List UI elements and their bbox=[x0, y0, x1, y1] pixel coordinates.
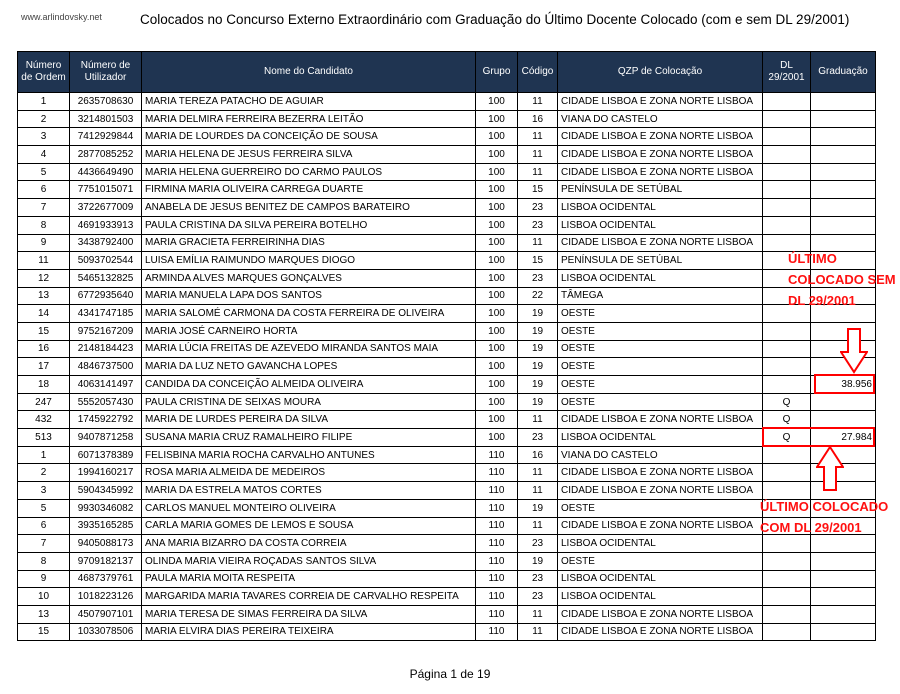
cell-codigo: 11 bbox=[518, 464, 558, 482]
cell-codigo: 23 bbox=[518, 199, 558, 217]
table-row bbox=[18, 199, 876, 217]
col-header-dl: DL 29/2001 bbox=[763, 52, 811, 93]
cell-nome: MARIA HELENA DE JESUS FERREIRA SILVA bbox=[142, 146, 476, 164]
cell-codigo: 11 bbox=[518, 93, 558, 111]
cell-ordem: 2 bbox=[18, 110, 70, 128]
table-row bbox=[18, 358, 876, 376]
cell-qzp: CIDADE LISBOA E ZONA NORTE LISBOA bbox=[558, 517, 763, 535]
cell-qzp: LISBOA OCIDENTAL bbox=[558, 535, 763, 553]
col-header-qzp: QZP de Colocação bbox=[558, 52, 763, 93]
page-number: Página 1 de 19 bbox=[409, 667, 491, 681]
cell-grad: 27.984 bbox=[811, 429, 876, 447]
cell-ordem: 8 bbox=[18, 216, 70, 234]
cell-ordem: 7 bbox=[18, 199, 70, 217]
table-row bbox=[18, 429, 876, 447]
cell-ordem: 17 bbox=[18, 358, 70, 376]
cell-ordem: 4 bbox=[18, 146, 70, 164]
cell-nome: PAULA MARIA MOITA RESPEITA bbox=[142, 570, 476, 588]
cell-nome: MARIA JOSÉ CARNEIRO HORTA bbox=[142, 322, 476, 340]
cell-dl bbox=[763, 464, 811, 482]
cell-ordem: 6 bbox=[18, 181, 70, 199]
cell-ordem: 513 bbox=[18, 429, 70, 447]
cell-qzp: CIDADE LISBOA E ZONA NORTE LISBOA bbox=[558, 464, 763, 482]
cell-qzp: VIANA DO CASTELO bbox=[558, 446, 763, 464]
cell-qzp: CIDADE LISBOA E ZONA NORTE LISBOA bbox=[558, 605, 763, 623]
cell-qzp: CIDADE LISBOA E ZONA NORTE LISBOA bbox=[558, 146, 763, 164]
cell-dl bbox=[763, 552, 811, 570]
cell-qzp: LISBOA OCIDENTAL bbox=[558, 216, 763, 234]
cell-user: 3722677009 bbox=[70, 199, 142, 217]
annotation-last-with-dl: ÚLTIMO COLOCADO COM DL 29/2001 bbox=[760, 499, 889, 535]
cell-grad bbox=[811, 588, 876, 606]
cell-grupo: 110 bbox=[476, 482, 518, 500]
cell-nome: MARIA LÚCIA FREITAS DE AZEVEDO MIRANDA SANTOS MAIA bbox=[142, 340, 476, 358]
table-row bbox=[18, 411, 876, 429]
cell-dl bbox=[763, 588, 811, 606]
cell-qzp: CIDADE LISBOA E ZONA NORTE LISBOA bbox=[558, 128, 763, 146]
cell-qzp: LISBOA OCIDENTAL bbox=[558, 199, 763, 217]
cell-grupo: 110 bbox=[476, 588, 518, 606]
cell-grad: 38.956 bbox=[811, 376, 876, 394]
cell-nome: ROSA MARIA ALMEIDA DE MEDEIROS bbox=[142, 464, 476, 482]
cell-grupo: 100 bbox=[476, 305, 518, 323]
cell-qzp: TÂMEGA bbox=[558, 287, 763, 305]
table-header bbox=[18, 52, 876, 93]
cell-nome: MARIA SALOMÉ CARMONA DA COSTA FERREIRA DE OLIVEIRA bbox=[142, 305, 476, 323]
cell-ordem: 7 bbox=[18, 535, 70, 553]
col-header-ordem: Número de Ordem bbox=[18, 52, 70, 93]
cell-grad bbox=[811, 605, 876, 623]
cell-grad bbox=[811, 181, 876, 199]
cell-user: 5904345992 bbox=[70, 482, 142, 500]
cell-user: 4436649490 bbox=[70, 163, 142, 181]
cell-user: 4507907101 bbox=[70, 605, 142, 623]
cell-codigo: 19 bbox=[518, 376, 558, 394]
cell-user: 4341747185 bbox=[70, 305, 142, 323]
cell-dl bbox=[763, 128, 811, 146]
cell-user: 2148184423 bbox=[70, 340, 142, 358]
cell-ordem: 15 bbox=[18, 322, 70, 340]
cell-grupo: 110 bbox=[476, 570, 518, 588]
cell-qzp: CIDADE LISBOA E ZONA NORTE LISBOA bbox=[558, 93, 763, 111]
cell-grupo: 100 bbox=[476, 429, 518, 447]
cell-qzp: VIANA DO CASTELO bbox=[558, 110, 763, 128]
cell-codigo: 11 bbox=[518, 482, 558, 500]
table-row bbox=[18, 110, 876, 128]
col-header-codigo: Código bbox=[518, 52, 558, 93]
cell-user: 6071378389 bbox=[70, 446, 142, 464]
cell-ordem: 13 bbox=[18, 605, 70, 623]
table-row bbox=[18, 287, 876, 305]
cell-nome: CARLA MARIA GOMES DE LEMOS E SOUSA bbox=[142, 517, 476, 535]
cell-dl bbox=[763, 623, 811, 641]
table-row bbox=[18, 535, 876, 553]
cell-nome: ANA MARIA BIZARRO DA COSTA CORREIA bbox=[142, 535, 476, 553]
cell-qzp: LISBOA OCIDENTAL bbox=[558, 269, 763, 287]
cell-grupo: 100 bbox=[476, 358, 518, 376]
col-header-utilizador: Número de Utilizador bbox=[70, 52, 142, 93]
cell-codigo: 19 bbox=[518, 305, 558, 323]
cell-nome: SUSANA MARIA CRUZ RAMALHEIRO FILIPE bbox=[142, 429, 476, 447]
table-row bbox=[18, 146, 876, 164]
cell-grupo: 100 bbox=[476, 252, 518, 270]
cell-dl bbox=[763, 110, 811, 128]
cell-nome: MARIA DE LOURDES DA CONCEIÇÃO DE SOUSA bbox=[142, 128, 476, 146]
cell-user: 4691933913 bbox=[70, 216, 142, 234]
arrow-down-icon bbox=[840, 328, 868, 374]
cell-codigo: 19 bbox=[518, 340, 558, 358]
cell-grupo: 100 bbox=[476, 146, 518, 164]
cell-user: 1018223126 bbox=[70, 588, 142, 606]
table-row bbox=[18, 305, 876, 323]
cell-codigo: 23 bbox=[518, 269, 558, 287]
cell-dl bbox=[763, 146, 811, 164]
cell-nome: MARIA DE LURDES PEREIRA DA SILVA bbox=[142, 411, 476, 429]
table-row bbox=[18, 128, 876, 146]
cell-qzp: OESTE bbox=[558, 305, 763, 323]
cell-codigo: 23 bbox=[518, 216, 558, 234]
cell-grad bbox=[811, 411, 876, 429]
cell-ordem: 5 bbox=[18, 163, 70, 181]
cell-user: 9709182137 bbox=[70, 552, 142, 570]
cell-dl bbox=[763, 376, 811, 394]
cell-grupo: 110 bbox=[476, 535, 518, 553]
page-title: Colocados no Concurso Externo Extraordinário com Graduação do Último Docente Colocado (com e sem DL 29/2001) bbox=[140, 12, 850, 27]
cell-user: 9752167209 bbox=[70, 322, 142, 340]
table-row bbox=[18, 269, 876, 287]
cell-nome: PAULA CRISTINA DA SILVA PEREIRA BOTELHO bbox=[142, 216, 476, 234]
cell-grupo: 100 bbox=[476, 234, 518, 252]
cell-grad bbox=[811, 216, 876, 234]
cell-grad bbox=[811, 623, 876, 641]
cell-nome: MARIA MANUELA LAPA DOS SANTOS bbox=[142, 287, 476, 305]
cell-nome: MARIA ELVIRA DIAS PEREIRA TEIXEIRA bbox=[142, 623, 476, 641]
cell-ordem: 12 bbox=[18, 269, 70, 287]
cell-qzp: OESTE bbox=[558, 340, 763, 358]
cell-grad bbox=[811, 570, 876, 588]
cell-user: 2635708630 bbox=[70, 93, 142, 111]
cell-dl: Q bbox=[763, 393, 811, 411]
cell-dl bbox=[763, 216, 811, 234]
cell-codigo: 19 bbox=[518, 393, 558, 411]
cell-ordem: 6 bbox=[18, 517, 70, 535]
cell-ordem: 11 bbox=[18, 252, 70, 270]
cell-dl bbox=[763, 163, 811, 181]
cell-codigo: 23 bbox=[518, 535, 558, 553]
annotation-last-without-dl: ÚLTIMO COLOCADO SEM DL 29/2001 bbox=[788, 251, 896, 308]
cell-grad bbox=[811, 110, 876, 128]
cell-qzp: LISBOA OCIDENTAL bbox=[558, 429, 763, 447]
cell-grupo: 100 bbox=[476, 287, 518, 305]
table-row bbox=[18, 623, 876, 641]
cell-user: 9405088173 bbox=[70, 535, 142, 553]
cell-dl bbox=[763, 93, 811, 111]
cell-ordem: 2 bbox=[18, 464, 70, 482]
cell-grad bbox=[811, 128, 876, 146]
cell-ordem: 432 bbox=[18, 411, 70, 429]
cell-grupo: 100 bbox=[476, 199, 518, 217]
cell-codigo: 11 bbox=[518, 146, 558, 164]
table-row bbox=[18, 234, 876, 252]
cell-ordem: 10 bbox=[18, 588, 70, 606]
cell-codigo: 19 bbox=[518, 552, 558, 570]
col-header-nome: Nome do Candidato bbox=[142, 52, 476, 93]
cell-nome: PAULA CRISTINA DE SEIXAS MOURA bbox=[142, 393, 476, 411]
table-row bbox=[18, 163, 876, 181]
cell-codigo: 11 bbox=[518, 517, 558, 535]
table-row bbox=[18, 605, 876, 623]
cell-qzp: LISBOA OCIDENTAL bbox=[558, 570, 763, 588]
cell-codigo: 11 bbox=[518, 163, 558, 181]
cell-user: 1745922792 bbox=[70, 411, 142, 429]
cell-qzp: OESTE bbox=[558, 376, 763, 394]
cell-user: 5552057430 bbox=[70, 393, 142, 411]
cell-grad bbox=[811, 146, 876, 164]
arrow-up-icon bbox=[816, 446, 844, 492]
cell-ordem: 9 bbox=[18, 234, 70, 252]
cell-nome: FELISBINA MARIA ROCHA CARVALHO ANTUNES bbox=[142, 446, 476, 464]
cell-nome: FIRMINA MARIA OLIVEIRA CARREGA DUARTE bbox=[142, 181, 476, 199]
cell-codigo: 16 bbox=[518, 446, 558, 464]
cell-user: 4063141497 bbox=[70, 376, 142, 394]
cell-grad bbox=[811, 552, 876, 570]
cell-nome: LUISA EMÍLIA RAIMUNDO MARQUES DIOGO bbox=[142, 252, 476, 270]
cell-ordem: 1 bbox=[18, 93, 70, 111]
cell-nome: CARLOS MANUEL MONTEIRO OLIVEIRA bbox=[142, 499, 476, 517]
cell-grupo: 110 bbox=[476, 464, 518, 482]
cell-ordem: 8 bbox=[18, 552, 70, 570]
cell-qzp: LISBOA OCIDENTAL bbox=[558, 588, 763, 606]
cell-dl bbox=[763, 446, 811, 464]
cell-nome: OLINDA MARIA VIEIRA ROÇADAS SANTOS SILVA bbox=[142, 552, 476, 570]
cell-qzp: OESTE bbox=[558, 552, 763, 570]
cell-grupo: 110 bbox=[476, 446, 518, 464]
cell-qzp: CIDADE LISBOA E ZONA NORTE LISBOA bbox=[558, 623, 763, 641]
cell-ordem: 247 bbox=[18, 393, 70, 411]
results-table bbox=[17, 51, 876, 641]
cell-user: 3438792400 bbox=[70, 234, 142, 252]
table-row bbox=[18, 376, 876, 394]
cell-qzp: OESTE bbox=[558, 322, 763, 340]
cell-nome: MARIA DA ESTRELA MATOS CORTES bbox=[142, 482, 476, 500]
table-row bbox=[18, 93, 876, 111]
cell-codigo: 15 bbox=[518, 181, 558, 199]
cell-ordem: 16 bbox=[18, 340, 70, 358]
cell-ordem: 13 bbox=[18, 287, 70, 305]
table-row bbox=[18, 499, 876, 517]
cell-ordem: 14 bbox=[18, 305, 70, 323]
cell-codigo: 23 bbox=[518, 429, 558, 447]
cell-qzp: CIDADE LISBOA E ZONA NORTE LISBOA bbox=[558, 234, 763, 252]
cell-nome: ARMINDA ALVES MARQUES GONÇALVES bbox=[142, 269, 476, 287]
cell-user: 3214801503 bbox=[70, 110, 142, 128]
cell-dl bbox=[763, 605, 811, 623]
table-row bbox=[18, 552, 876, 570]
cell-codigo: 19 bbox=[518, 322, 558, 340]
table-row bbox=[18, 446, 876, 464]
cell-nome: MARIA DA LUZ NETO GAVANCHA LOPES bbox=[142, 358, 476, 376]
cell-grupo: 100 bbox=[476, 411, 518, 429]
cell-codigo: 19 bbox=[518, 358, 558, 376]
cell-ordem: 3 bbox=[18, 128, 70, 146]
cell-user: 4846737500 bbox=[70, 358, 142, 376]
cell-codigo: 16 bbox=[518, 110, 558, 128]
cell-user: 7751015071 bbox=[70, 181, 142, 199]
cell-user: 1033078506 bbox=[70, 623, 142, 641]
cell-grupo: 110 bbox=[476, 552, 518, 570]
table-row bbox=[18, 482, 876, 500]
cell-nome: MARIA GRACIETA FERREIRINHA DIAS bbox=[142, 234, 476, 252]
highlight-box-sem-dl bbox=[814, 374, 875, 394]
cell-ordem: 3 bbox=[18, 482, 70, 500]
cell-grupo: 100 bbox=[476, 181, 518, 199]
cell-grad bbox=[811, 393, 876, 411]
cell-ordem: 1 bbox=[18, 446, 70, 464]
highlight-box-com-dl bbox=[762, 427, 875, 447]
cell-codigo: 11 bbox=[518, 411, 558, 429]
cell-qzp: PENÍNSULA DE SETÚBAL bbox=[558, 252, 763, 270]
cell-grad bbox=[811, 163, 876, 181]
cell-grupo: 100 bbox=[476, 216, 518, 234]
cell-nome: MARGARIDA MARIA TAVARES CORREIA DE CARVALHO RESPEITA bbox=[142, 588, 476, 606]
cell-grupo: 100 bbox=[476, 93, 518, 111]
cell-codigo: 11 bbox=[518, 128, 558, 146]
cell-nome: MARIA TERESA DE SIMAS FERREIRA DA SILVA bbox=[142, 605, 476, 623]
table-row bbox=[18, 464, 876, 482]
table-row bbox=[18, 393, 876, 411]
cell-user: 5465132825 bbox=[70, 269, 142, 287]
cell-grupo: 110 bbox=[476, 517, 518, 535]
cell-grad bbox=[811, 199, 876, 217]
table-row bbox=[18, 570, 876, 588]
cell-user: 1994160217 bbox=[70, 464, 142, 482]
cell-grupo: 100 bbox=[476, 269, 518, 287]
cell-grupo: 100 bbox=[476, 393, 518, 411]
cell-user: 7412929844 bbox=[70, 128, 142, 146]
cell-dl bbox=[763, 181, 811, 199]
cell-user: 2877085252 bbox=[70, 146, 142, 164]
cell-grupo: 100 bbox=[476, 163, 518, 181]
table-row bbox=[18, 322, 876, 340]
table-row bbox=[18, 216, 876, 234]
cell-codigo: 11 bbox=[518, 605, 558, 623]
site-url: www.arlindovsky.net bbox=[21, 12, 102, 22]
cell-user: 6772935640 bbox=[70, 287, 142, 305]
table-row bbox=[18, 588, 876, 606]
cell-qzp: OESTE bbox=[558, 393, 763, 411]
cell-nome: CANDIDA DA CONCEIÇÃO ALMEIDA OLIVEIRA bbox=[142, 376, 476, 394]
cell-ordem: 18 bbox=[18, 376, 70, 394]
cell-dl: Q bbox=[763, 429, 811, 447]
cell-grupo: 100 bbox=[476, 128, 518, 146]
cell-ordem: 5 bbox=[18, 499, 70, 517]
cell-nome: MARIA TEREZA PATACHO DE AGUIAR bbox=[142, 93, 476, 111]
cell-codigo: 11 bbox=[518, 623, 558, 641]
cell-codigo: 23 bbox=[518, 570, 558, 588]
cell-ordem: 15 bbox=[18, 623, 70, 641]
table-row bbox=[18, 517, 876, 535]
table-row bbox=[18, 181, 876, 199]
cell-nome: MARIA HELENA GUERREIRO DO CARMO PAULOS bbox=[142, 163, 476, 181]
table-row bbox=[18, 340, 876, 358]
cell-dl bbox=[763, 340, 811, 358]
cell-grupo: 110 bbox=[476, 605, 518, 623]
cell-nome: MARIA DELMIRA FERREIRA BEZERRA LEITÃO bbox=[142, 110, 476, 128]
cell-grupo: 100 bbox=[476, 110, 518, 128]
cell-user: 5093702544 bbox=[70, 252, 142, 270]
cell-grupo: 110 bbox=[476, 499, 518, 517]
cell-grupo: 100 bbox=[476, 322, 518, 340]
cell-qzp: PENÍNSULA DE SETÚBAL bbox=[558, 181, 763, 199]
cell-qzp: CIDADE LISBOA E ZONA NORTE LISBOA bbox=[558, 482, 763, 500]
col-header-grupo: Grupo bbox=[476, 52, 518, 93]
cell-ordem: 9 bbox=[18, 570, 70, 588]
cell-grupo: 110 bbox=[476, 623, 518, 641]
table-row bbox=[18, 252, 876, 270]
cell-qzp: CIDADE LISBOA E ZONA NORTE LISBOA bbox=[558, 411, 763, 429]
cell-grad bbox=[811, 93, 876, 111]
cell-nome: ANABELA DE JESUS BENITEZ DE CAMPOS BARATEIRO bbox=[142, 199, 476, 217]
col-header-graduacao: Graduação bbox=[811, 52, 876, 93]
cell-codigo: 19 bbox=[518, 499, 558, 517]
cell-codigo: 23 bbox=[518, 588, 558, 606]
cell-dl bbox=[763, 358, 811, 376]
cell-qzp: OESTE bbox=[558, 499, 763, 517]
cell-grupo: 100 bbox=[476, 376, 518, 394]
cell-grupo: 100 bbox=[476, 340, 518, 358]
cell-dl bbox=[763, 570, 811, 588]
cell-codigo: 22 bbox=[518, 287, 558, 305]
cell-user: 9930346082 bbox=[70, 499, 142, 517]
cell-user: 3935165285 bbox=[70, 517, 142, 535]
cell-codigo: 15 bbox=[518, 252, 558, 270]
cell-dl bbox=[763, 322, 811, 340]
cell-qzp: CIDADE LISBOA E ZONA NORTE LISBOA bbox=[558, 163, 763, 181]
cell-codigo: 11 bbox=[518, 234, 558, 252]
cell-qzp: OESTE bbox=[558, 358, 763, 376]
cell-dl: Q bbox=[763, 411, 811, 429]
cell-dl bbox=[763, 199, 811, 217]
cell-user: 9407871258 bbox=[70, 429, 142, 447]
cell-user: 4687379761 bbox=[70, 570, 142, 588]
